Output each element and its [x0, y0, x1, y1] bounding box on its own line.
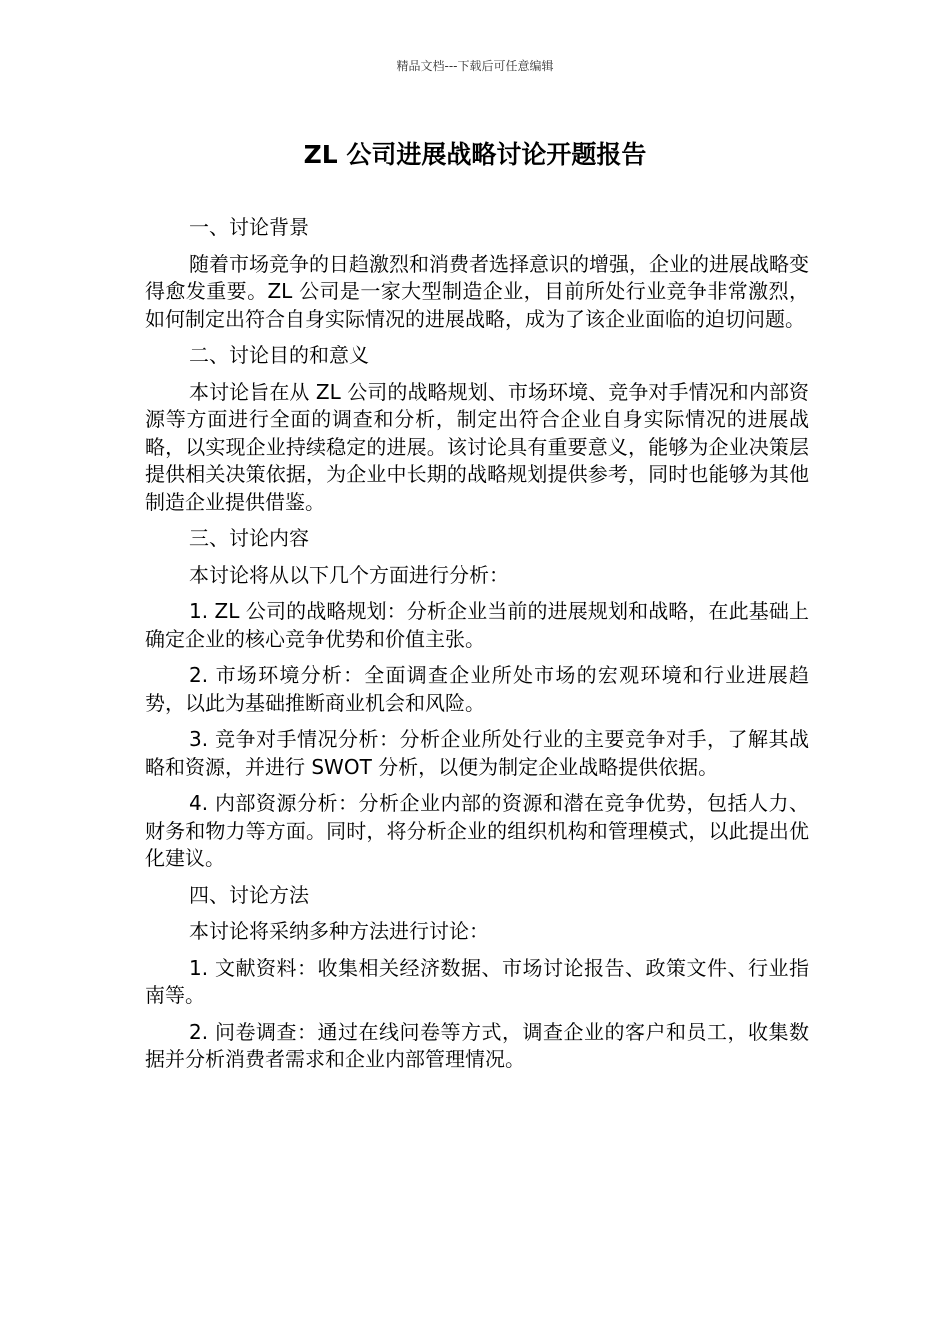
- content-item: 3. 竞争对手情况分析：分析企业所处行业的主要竞争对手，了解其战略和资源，并进行 SWOT 分析，以便为制定企业战略提供依据。: [145, 727, 809, 779]
- content-item: 4. 内部资源分析：分析企业内部的资源和潜在竞争优势，包括人力、财务和物力等方面。同时，将分析企业的组织机构和管理模式，以此提出优化建议。: [145, 791, 809, 870]
- section-heading-content: 三、讨论内容: [189, 526, 309, 550]
- section-heading-purpose: 二、讨论目的和意义: [189, 343, 369, 367]
- method-item: 2. 问卷调查：通过在线问卷等方式，调查企业的客户和员工，收集数据并分析消费者需求和企业内部管理情况。: [145, 1019, 809, 1071]
- background-paragraph: 随着市场竞争的日趋激烈和消费者选择意识的增强，企业的进展战略变得愈发重要。ZL 公司是一家大型制造企业，目前所处行业竞争非常激烈，如何制定出符合自身实际情况的进展战略，成为了该企业面临的迫切问题。: [145, 251, 809, 331]
- content-item: 2. 市场环境分析：全面调查企业所处市场的宏观环境和行业进展趋势，以此为基础推断商业机会和风险。: [145, 663, 809, 715]
- method-intro: 本讨论将采纳多种方法进行讨论：: [189, 919, 489, 943]
- section-heading-background: 一、讨论背景: [189, 215, 309, 239]
- content-item: 1. ZL 公司的战略规划：分析企业当前的进展规划和战略，在此基础上确定企业的核心竞争优势和价值主张。: [145, 599, 809, 651]
- document-body: [145, 214, 809, 1083]
- purpose-paragraph: 本讨论旨在从 ZL 公司的战略规划、市场环境、竞争对手情况和内部资源等方面进行全面的调查和分析，制定出符合企业自身实际情况的进展战略，以实现企业持续稳定的进展。该讨论具有重要意义，能够为企业决策层提供相关决策依据，为企业中长期的战略规划提供参考，同时也能够为其他制造企业提供借鉴。: [145, 379, 809, 514]
- content-intro: 本讨论将从以下几个方面进行分析：: [189, 562, 509, 587]
- document-title: ZL 公司进展战略讨论开题报告: [303, 140, 647, 169]
- page-header: 精品文档---下载后可任意编辑: [396, 59, 554, 73]
- method-item: 1. 文献资料：收集相关经济数据、市场讨论报告、政策文件、行业指南等。: [145, 955, 809, 1007]
- section-heading-method: 四、讨论方法: [189, 882, 309, 907]
